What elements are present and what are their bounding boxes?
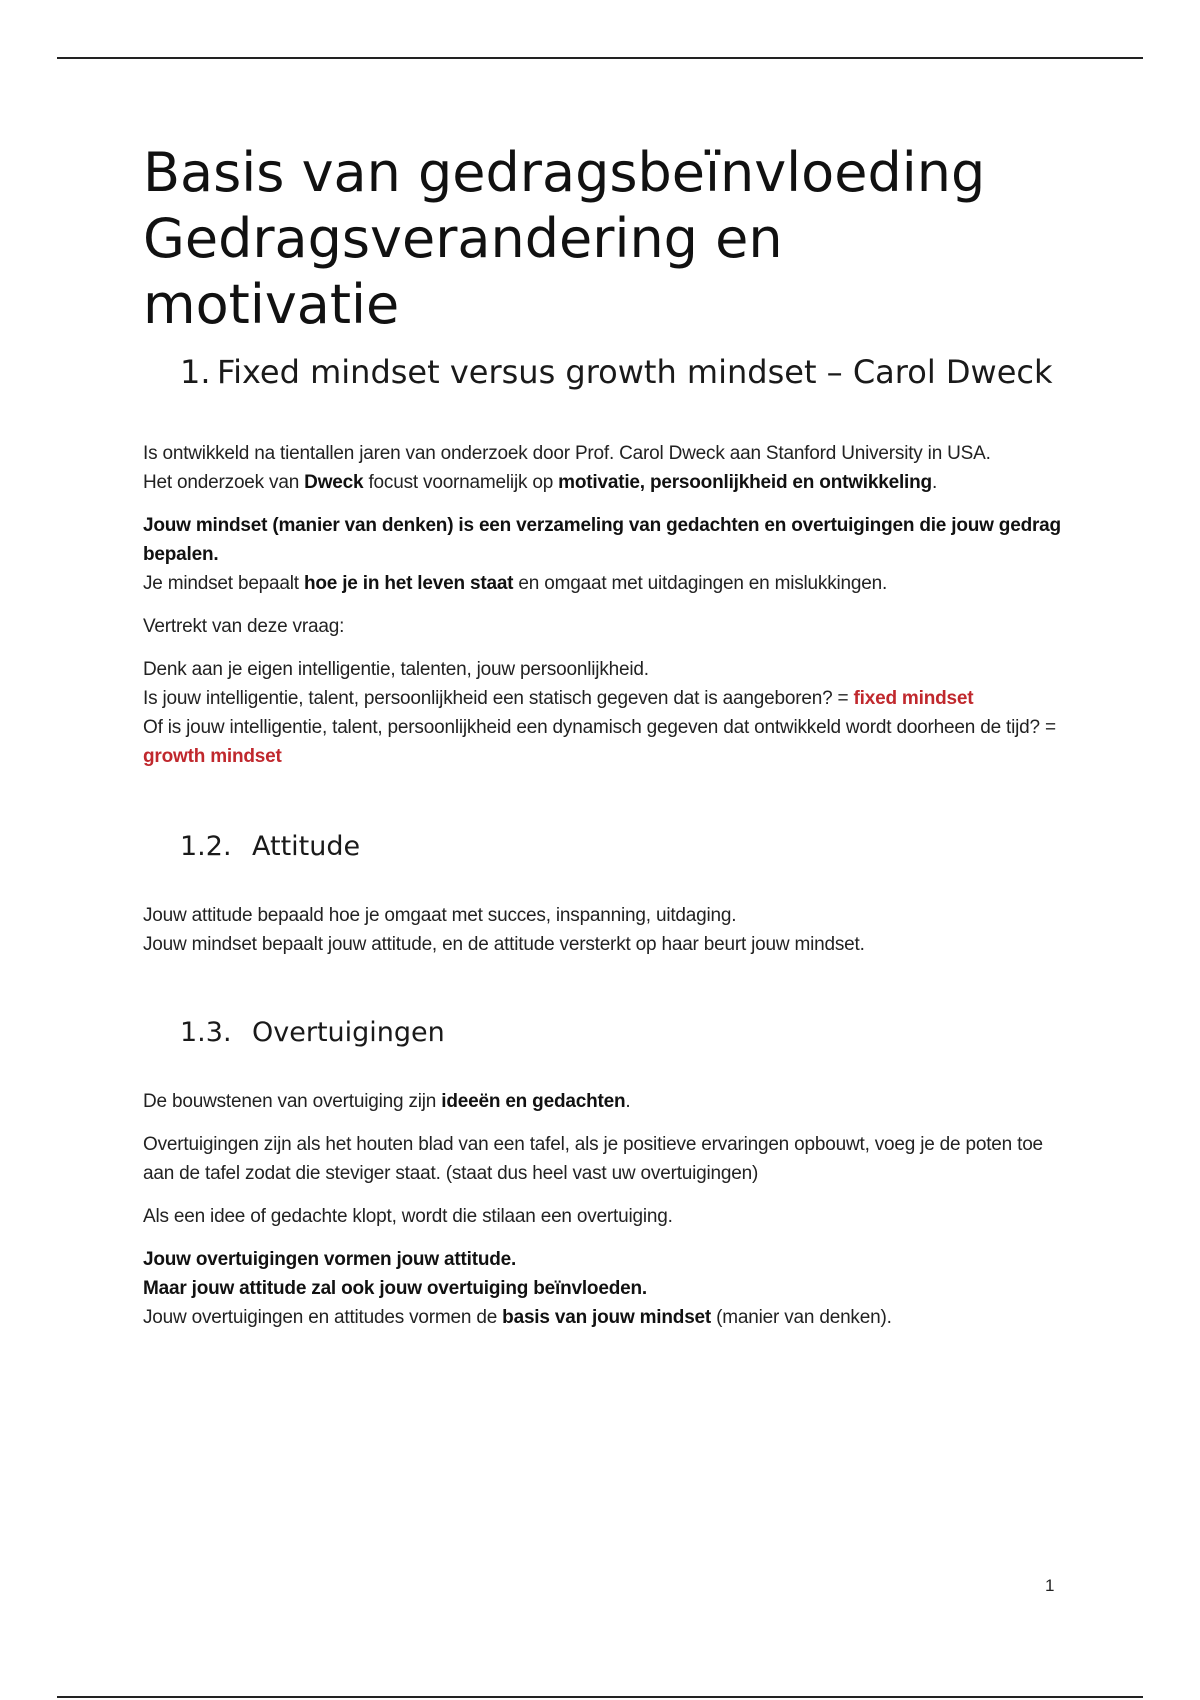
fixed-mindset-highlight: fixed mindset bbox=[853, 688, 974, 709]
section-2-number: 1.2. bbox=[180, 831, 232, 862]
document-content bbox=[143, 140, 1063, 1332]
section-3-number: 1.3. bbox=[180, 1017, 232, 1048]
text-run: De bouwstenen van overtuiging zijn bbox=[143, 1091, 442, 1112]
paragraph: Als een idee of gedachte klopt, wordt die stilaan een overtuiging. bbox=[143, 1206, 673, 1227]
section-2-title: Attitude bbox=[252, 831, 361, 862]
section-3-title: Overtuigingen bbox=[252, 1017, 445, 1048]
section-3-heading bbox=[143, 1015, 1063, 1051]
title-line-3: motivatie bbox=[143, 273, 400, 336]
paragraph: Jouw attitude bepaald hoe je omgaat met succes, inspanning, uitdaging. bbox=[143, 905, 737, 926]
text-run: Het onderzoek van bbox=[143, 472, 305, 493]
text-run: . bbox=[625, 1091, 631, 1112]
paragraph: Is ontwikkeld na tientallen jaren van onderzoek door Prof. Carol Dweck aan Stanford University in USA. bbox=[143, 443, 991, 464]
text-run: . bbox=[931, 472, 938, 493]
bold-run: Jouw overtuigingen vormen jouw attitude. bbox=[143, 1249, 517, 1270]
text-run: Je mindset bepaalt bbox=[143, 573, 304, 594]
page-number: 1 bbox=[1045, 1576, 1055, 1595]
text-run: focust voornamelijk op bbox=[363, 472, 559, 493]
paragraph bbox=[143, 713, 1063, 771]
paragraph bbox=[143, 569, 1063, 598]
bold-run: ideeën en gedachten bbox=[441, 1091, 626, 1112]
growth-mindset-highlight: growth mindset bbox=[143, 746, 282, 767]
bold-run: Jouw mindset (manier van denken) is een verzameling van gedachten en overtuigingen die jouw gedrag bepalen. bbox=[143, 515, 1061, 565]
bold-run: Maar jouw attitude zal ook jouw overtuiging beïnvloeden. bbox=[143, 1278, 647, 1299]
title-line-1: Basis van gedragsbeïnvloeding bbox=[143, 141, 986, 204]
section-1-number: 1. bbox=[180, 353, 211, 391]
paragraph-bold bbox=[143, 1245, 1063, 1274]
bold-run: basis van jouw mindset bbox=[502, 1307, 712, 1328]
bold-run: hoe je in het leven staat bbox=[303, 573, 514, 594]
text-run: Jouw overtuigingen en attitudes vormen de bbox=[143, 1307, 503, 1328]
footer-rule bbox=[57, 1696, 1143, 1698]
title-line-2: Gedragsverandering en bbox=[143, 207, 783, 270]
section-1-heading bbox=[143, 352, 1063, 393]
bold-run: Dweck bbox=[304, 472, 364, 493]
paragraph bbox=[143, 468, 1063, 497]
section-2-heading bbox=[143, 829, 1063, 865]
paragraph: Jouw mindset bepaalt jouw attitude, en de attitude versterkt op haar beurt jouw mindset. bbox=[143, 934, 865, 955]
paragraph-bold bbox=[143, 1274, 1063, 1303]
section-2-body bbox=[143, 901, 1063, 959]
section-1-title: Fixed mindset versus growth mindset – Carol Dweck bbox=[217, 353, 1053, 391]
text-run: en omgaat met uitdagingen en mislukkingen. bbox=[513, 573, 888, 594]
bold-run: motivatie, persoonlijkheid en ontwikkeling bbox=[558, 472, 932, 493]
paragraph: Denk aan je eigen intelligentie, talenten, jouw persoonlijkheid. bbox=[143, 659, 649, 680]
paragraph bbox=[143, 1303, 1063, 1332]
section-1-body bbox=[143, 439, 1063, 771]
text-run: (manier van denken). bbox=[711, 1307, 892, 1328]
paragraph bbox=[143, 684, 1063, 713]
document-title bbox=[143, 140, 1063, 338]
paragraph-bold bbox=[143, 511, 1063, 569]
paragraph: Vertrekt van deze vraag: bbox=[143, 616, 345, 637]
header-rule bbox=[57, 57, 1143, 59]
text-run: Is jouw intelligentie, talent, persoonlijkheid een statisch gegeven dat is aangeboren? = bbox=[143, 688, 854, 709]
section-3-body bbox=[143, 1087, 1063, 1332]
text-run: Of is jouw intelligentie, talent, persoonlijkheid een dynamisch gegeven dat ontwikkeld wordt doorheen de tijd? = bbox=[143, 717, 1056, 738]
paragraph bbox=[143, 1087, 1063, 1116]
paragraph: Overtuigingen zijn als het houten blad van een tafel, als je positieve ervaringen opbouwt, voeg je de poten toe aan de tafel zodat die steviger staat. (staat dus heel vast uw overtuigingen) bbox=[143, 1134, 1043, 1184]
